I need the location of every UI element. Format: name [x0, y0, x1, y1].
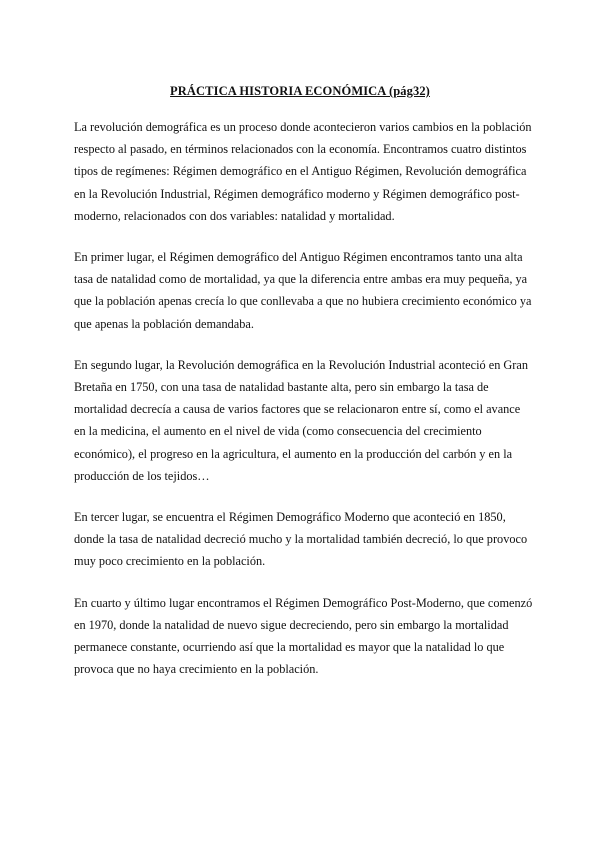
document-body [74, 116, 534, 699]
paragraph-intro: La revolución demográfica es un proceso donde acontecieron varios cambios en la población respecto al pasado, en términos relacionados con la economía. Encontramos cuatro distintos tipos de regímenes: Régimen demográfico en el Antiguo Régimen, Revolución demográfica en la Revolución Industrial, Régimen demográfico moderno y Régimen demográfico post-moderno, relacionados con dos variables: natalidad y mortalidad. [74, 120, 532, 223]
paragraph-regimen-post-moderno: En cuarto y último lugar encontramos el Régimen Demográfico Post-Moderno, que comenzó en 1970, donde la natalidad de nuevo sigue decreciendo, pero sin embargo la mortalidad permanece constante, ocurriendo así que la mortalidad es mayor que la natalidad lo que provoca que no haya crecimiento en la población. [74, 595, 533, 677]
paragraph-antiguo-regimen: En primer lugar, el Régimen demográfico del Antiguo Régimen encontramos tanto una alta tasa de natalidad como de mortalidad, ya que la diferencia entre ambas era muy pequeña, ya que la población apenas crecía lo que conllevaba a que no hubiera crecimiento económico ya que apenas la población demandaba. [74, 250, 532, 331]
paragraph-revolucion-industrial: En segundo lugar, la Revolución demográfica en la Revolución Industrial aconteció en Gran Bretaña en 1750, con una tasa de natalidad bastante alta, pero sin embargo la tasa de mortalidad decrecía a causa de varios factores que se relacionaron entre sí, como el avance en la medicina, el aumento en el nivel de vida (como consecuencia del crecimiento económico), el progreso en la agricultura, el aumento en la producción del carbón y en la producción de los tejidos… [74, 357, 528, 483]
paragraph-regimen-moderno: En tercer lugar, se encuentra el Régimen Demográfico Moderno que aconteció en 1850, donde la tasa de natalidad decreció mucho y la mortalidad también decreció, lo que provoco muy poco crecimiento en la población. [74, 510, 528, 569]
document-title: PRÁCTICA HISTORIA ECONÓMICA (pág32) [170, 84, 430, 98]
